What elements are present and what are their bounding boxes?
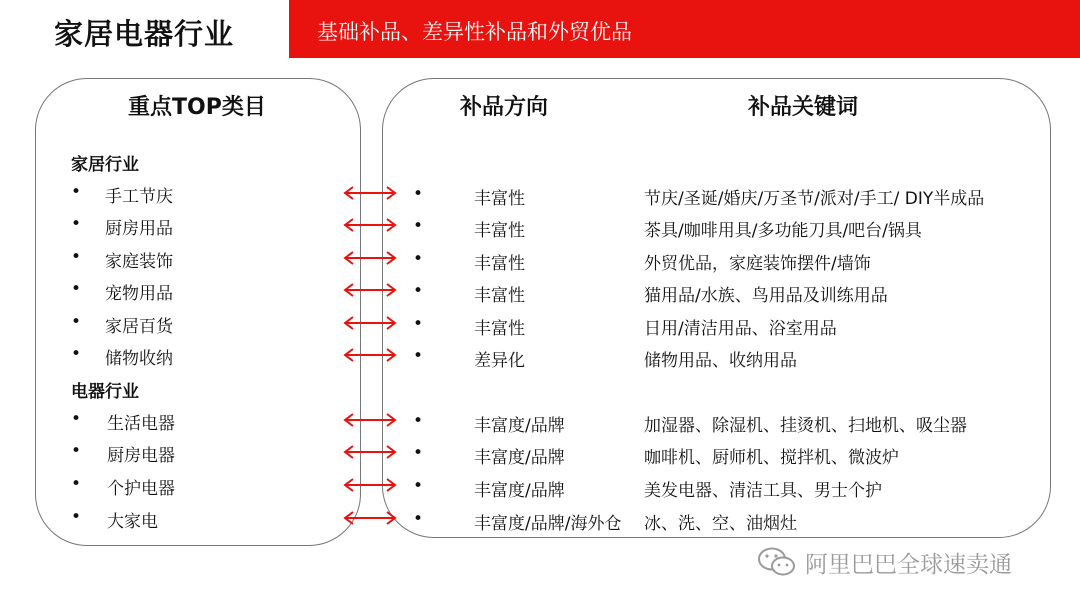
- direction-item: 丰富性: [474, 189, 525, 209]
- category-item: 个护电器: [107, 479, 175, 499]
- direction-item: 丰富度/品牌: [474, 448, 565, 468]
- keyword-item: 储物用品、收纳用品: [644, 351, 797, 371]
- right-bullet: •: [413, 346, 424, 366]
- left-bullet: •: [71, 279, 82, 299]
- category-item: 家居百货: [105, 317, 173, 337]
- double-arrow-icon: [342, 186, 398, 200]
- title-banner: [289, 0, 1080, 58]
- double-arrow-icon: [342, 445, 398, 459]
- section-home: 家居行业: [71, 155, 139, 175]
- keyword-item: 咖啡机、厨师机、搅拌机、微波炉: [644, 448, 899, 468]
- supplement-panel: [382, 78, 1051, 538]
- direction-heading: 补品方向: [460, 95, 549, 120]
- left-bullet: •: [71, 507, 82, 527]
- direction-item: 丰富性: [474, 254, 525, 274]
- top-categories-panel: [35, 78, 361, 546]
- right-bullet: •: [413, 476, 424, 496]
- category-item: 手工节庆: [105, 187, 173, 207]
- double-arrow-icon: [342, 283, 398, 297]
- left-bullet: •: [71, 344, 82, 364]
- left-bullet: •: [71, 214, 82, 234]
- direction-item: 丰富度/品牌/海外仓: [474, 514, 622, 534]
- keyword-item: 加湿器、除湿机、挂烫机、扫地机、吸尘器: [644, 416, 967, 436]
- direction-item: 丰富度/品牌: [474, 416, 565, 436]
- keyword-item: 茶具/咖啡用具/多功能刀具/吧台/锅具: [644, 221, 922, 241]
- double-arrow-icon: [342, 413, 398, 427]
- left-bullet: •: [71, 182, 82, 202]
- direction-item: 丰富性: [474, 221, 525, 241]
- keyword-item: 外贸优品，家庭装饰摆件/墙饰: [644, 254, 871, 274]
- right-bullet: •: [413, 443, 424, 463]
- double-arrow-icon: [342, 251, 398, 265]
- double-arrow-icon: [342, 348, 398, 362]
- double-arrow-icon: [342, 511, 398, 525]
- section-appliance: 电器行业: [71, 382, 139, 402]
- left-bullet: •: [71, 409, 82, 429]
- keywords-heading: 补品关键词: [748, 95, 859, 120]
- keyword-item: 日用/清洁用品、浴室用品: [644, 319, 837, 339]
- right-bullet: •: [413, 216, 424, 236]
- wechat-icon: [757, 546, 797, 578]
- keyword-item: 冰、洗、空、油烟灶: [644, 514, 797, 534]
- right-bullet: •: [413, 509, 424, 529]
- left-bullet: •: [71, 312, 82, 332]
- category-item: 生活电器: [107, 414, 175, 434]
- left-bullet: •: [71, 247, 82, 267]
- watermark: [757, 544, 1012, 580]
- category-item: 大家电: [107, 512, 158, 532]
- left-bullet: •: [71, 441, 82, 461]
- keyword-item: 美发电器、清洁工具、男士个护: [644, 481, 882, 501]
- category-item: 厨房用品: [105, 219, 173, 239]
- double-arrow-icon: [342, 218, 398, 232]
- right-bullet: •: [413, 184, 424, 204]
- category-item: 宠物用品: [105, 284, 173, 304]
- right-bullet: •: [413, 281, 424, 301]
- direction-item: 差异化: [474, 351, 525, 371]
- page-title: 家居电器行业: [54, 17, 235, 51]
- top-categories-heading: 重点TOP类目: [128, 95, 266, 120]
- right-bullet: •: [413, 249, 424, 269]
- right-bullet: •: [413, 411, 424, 431]
- direction-item: 丰富度/品牌: [474, 481, 565, 501]
- direction-item: 丰富性: [474, 319, 525, 339]
- double-arrow-icon: [342, 316, 398, 330]
- category-item: 家庭装饰: [105, 252, 173, 272]
- keyword-item: 猫用品/水族、鸟用品及训练用品: [644, 286, 888, 306]
- banner-subtitle: 基础补品、差异性补品和外贸优品: [317, 20, 632, 44]
- category-item: 厨房电器: [107, 446, 175, 466]
- watermark-text: 阿里巴巴全球速卖通: [805, 551, 1012, 578]
- left-bullet: •: [71, 474, 82, 494]
- keyword-item: 节庆/圣诞/婚庆/万圣节/派对/手工/ DIY半成品: [644, 189, 985, 209]
- category-item: 储物收纳: [105, 349, 173, 369]
- right-bullet: •: [413, 314, 424, 334]
- direction-item: 丰富性: [474, 286, 525, 306]
- double-arrow-icon: [342, 478, 398, 492]
